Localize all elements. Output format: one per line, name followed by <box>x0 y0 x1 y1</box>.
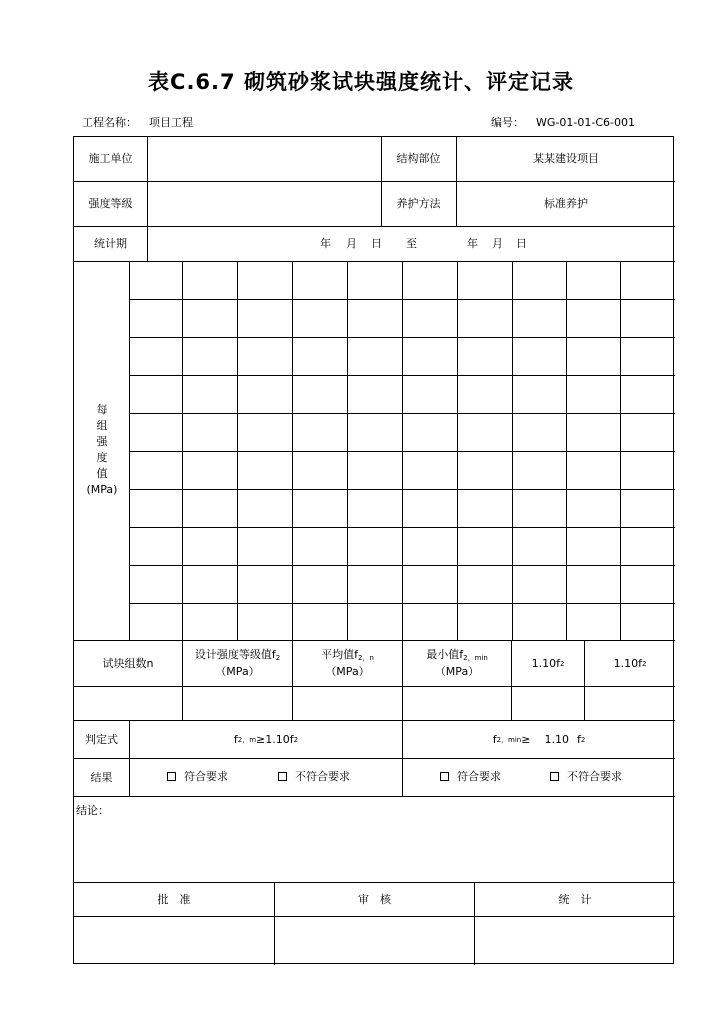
avg-label: 平均值f <box>321 648 358 661</box>
row-divider <box>74 226 675 227</box>
minimum-header <box>403 641 511 686</box>
grid-col-line <box>457 261 458 640</box>
result-left-ok-text: 符合要求 <box>184 770 228 783</box>
grid-col-line <box>512 261 513 640</box>
period-label: 统计期 <box>94 237 127 250</box>
conclusion-label: 结论： <box>76 804 109 817</box>
criteria-right-f: f <box>492 732 497 746</box>
design-strength-header <box>183 641 292 686</box>
criteria-left-sub: 2，m <box>237 735 257 744</box>
project-name <box>82 114 193 130</box>
min-unit: （MPa） <box>434 665 480 678</box>
design-unit: （MPa） <box>215 665 260 678</box>
criteria-left-op: ≥1.10f <box>256 732 294 746</box>
result-left-ng-text: 不符合要求 <box>295 770 350 783</box>
period-to-day: 日 <box>516 237 527 250</box>
strength-grade-value[interactable] <box>148 182 381 226</box>
coef2-sub: 2 <box>641 659 647 668</box>
result-left-ok[interactable] <box>167 770 228 784</box>
criteria-right-f2-sub: 2 <box>580 735 586 744</box>
avg-sub: 2，n <box>357 654 374 662</box>
curing-method-value[interactable]: 标准养护 <box>544 197 588 210</box>
result-right-ok-text: 符合要求 <box>457 770 501 783</box>
period-to-month: 月 <box>492 237 503 250</box>
coef1-label: 1.10f <box>531 656 560 670</box>
label-char: 度 <box>96 451 108 464</box>
grid-col-line <box>347 261 348 640</box>
avg-unit: （MPa） <box>325 665 370 678</box>
period-to: 至 <box>406 237 417 250</box>
grid-col-line <box>182 261 183 640</box>
row-divider <box>74 261 675 262</box>
record-table <box>73 136 674 964</box>
structure-part-value[interactable]: 某某建设项目 <box>533 152 599 165</box>
min-label: 最小值f <box>426 648 464 661</box>
coef1-header <box>512 641 584 686</box>
grid-col-line <box>566 261 567 640</box>
average-header <box>293 641 402 686</box>
criteria-left-formula <box>130 721 402 758</box>
criteria-right-op: ≥ <box>521 732 531 746</box>
result-left-ng[interactable] <box>278 770 350 784</box>
criteria-right-val: 1.10 <box>544 732 569 746</box>
strength-values-label <box>74 402 130 498</box>
coef2-header <box>585 641 675 686</box>
label-char: 组 <box>96 419 108 432</box>
checkbox-icon[interactable] <box>440 772 449 781</box>
label-char: 值 <box>96 467 108 480</box>
label-unit: (MPa) <box>86 483 118 496</box>
curing-method-label: 养护方法 <box>396 197 441 210</box>
row-divider <box>74 758 675 759</box>
coef1-sub: 2 <box>559 659 565 668</box>
checkbox-icon[interactable] <box>550 772 559 781</box>
construction-unit-label: 施工单位 <box>88 152 133 165</box>
strength-grade-label: 强度等级 <box>88 197 133 210</box>
result-label: 结果 <box>90 770 113 784</box>
grid-col-line <box>402 261 403 640</box>
result-right-ok[interactable] <box>440 770 501 784</box>
label-char: 每 <box>96 403 108 416</box>
coef2-label: 1.10f <box>613 656 642 670</box>
project-value[interactable]: 项目工程 <box>149 116 193 129</box>
period-from-day: 日 <box>371 237 382 250</box>
grid-col-line <box>292 261 293 640</box>
period-to-year: 年 <box>467 237 478 250</box>
checkbox-icon[interactable] <box>278 772 287 781</box>
group-count-label: 试块组数n <box>102 656 154 670</box>
grid-col-line <box>237 261 238 640</box>
row-divider <box>74 916 675 917</box>
criteria-right-formula <box>403 721 675 758</box>
criteria-right-f2: f <box>576 732 581 746</box>
code-value[interactable]: WG-01-01-C6-001 <box>536 116 635 129</box>
label-char: 强 <box>96 435 108 448</box>
page-title: 表C.6.7 砌筑砂浆试块强度统计、评定记录 <box>148 70 574 94</box>
project-label: 工程名称： <box>82 116 137 129</box>
sign-review-label: 审 核 <box>358 892 391 906</box>
code-label: 编号： <box>491 116 525 129</box>
row-divider <box>74 796 675 797</box>
result-right-ng-text: 不符合要求 <box>567 770 622 783</box>
criteria-left-f: f <box>233 732 238 746</box>
checkbox-icon[interactable] <box>167 772 176 781</box>
design-sub: 2 <box>275 654 281 662</box>
sign-approve-label: 批 准 <box>157 892 191 906</box>
construction-unit-value[interactable] <box>148 137 381 181</box>
result-right-ng[interactable] <box>550 770 622 784</box>
structure-part-label: 结构部位 <box>396 152 441 165</box>
sign-statistics-label: 统 计 <box>558 892 592 906</box>
grid-col-line <box>620 261 621 640</box>
criteria-label: 判定式 <box>85 732 118 746</box>
min-sub: 2，min <box>463 654 488 662</box>
design-label: 设计强度等级值f <box>194 648 276 661</box>
criteria-left-op-sub: 2 <box>293 735 299 744</box>
criteria-right-sub: 2，min <box>496 735 522 744</box>
period-from-year: 年 <box>320 237 331 250</box>
document-code <box>491 114 635 130</box>
period-from-month: 月 <box>346 237 357 250</box>
